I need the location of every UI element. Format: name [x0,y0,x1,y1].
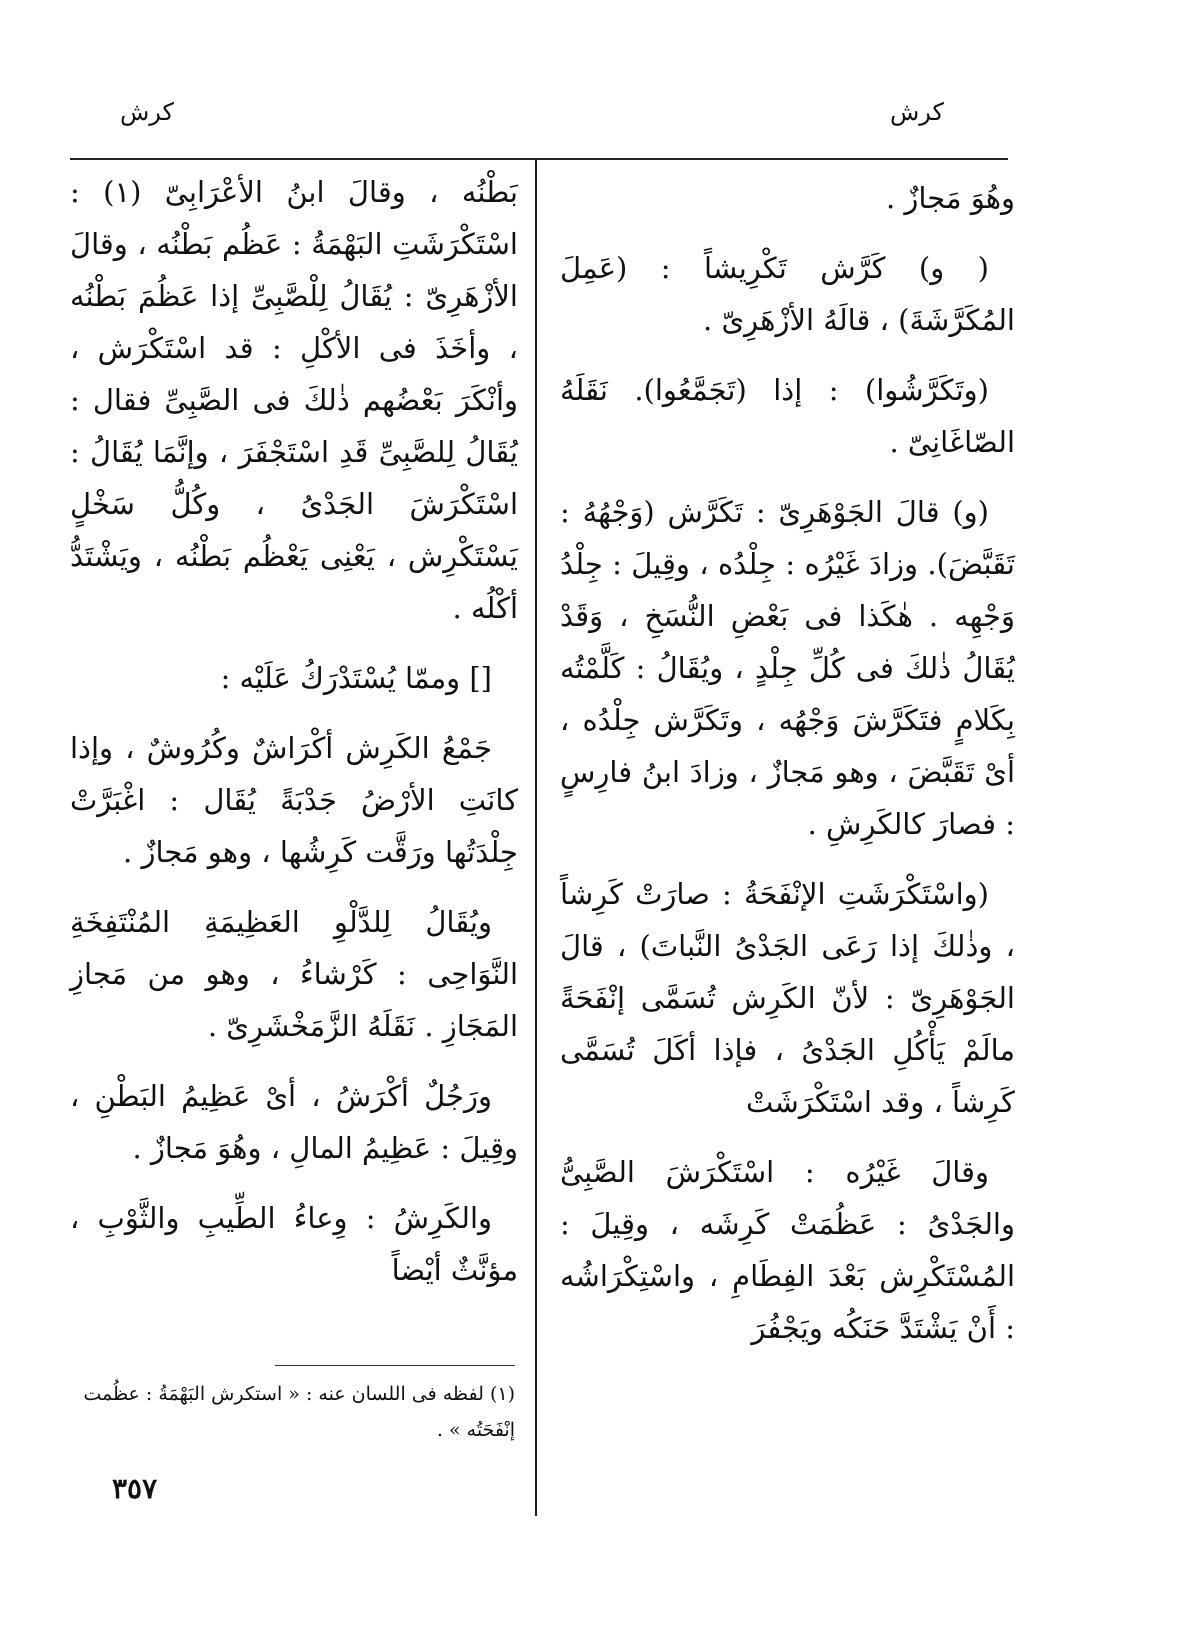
column-divider [535,158,537,1516]
paragraph: ( و) كَرَّش تَكْرِيشاً : (عَمِلَ المُكَرَّشَةَ) ، قالَهُ الأزْهَرِىّ . [560,251,1015,337]
page-number: ٣٥٧ [112,1472,158,1505]
running-header-right: كرش [890,98,944,126]
left-column [70,166,518,1296]
section-heading: [] وممّا يُسْتَدْرَكُ عَلَيْه : [220,661,492,695]
paragraph: ورَجُلٌ أكْرَشُ ، أىْ عَظِيمُ البَطْنِ ، وقِيلَ : عَظِيمُ المالِ ، وهُوَ مَجازٌ . [70,1079,518,1165]
footnote: (١) لفظه فى اللسان عنه : « استكرش البَهْمَةُ : عظُمت إنْفَحَتُه » . [83,1383,515,1441]
footnote-rule [275,1365,515,1366]
paragraph: (و) قالَ الجَوْهَرِىّ : تَكَرَّش (وَجْهُهُ : تَقَبَّضَ). وزادَ غَيْرُه : جِلْدُه ، وقِيلَ : جِلْدُ وَجْهِه . هٰكَذا فى بَعْضِ النُّسَخِ ، وَقَدْ يُقَالُ ذٰلكَ فى كُلِّ جِلْدٍ ، ويُقَالُ : كَلَّمْتُه بِكَلامٍ فتَكَرَّشَ وَجْهُه ، وتَكَرَّش جِلْدُه ، أىْ تَقَبَّضَ ، وهو مَجازٌ ، وزادَ ابنُ فارِسٍ : فصارَ كالكَرِشِ . [560,495,1015,841]
right-column [560,172,1015,1354]
paragraph: والكَرِشُ : وِعاءُ الطِّيبِ والثَّوْبِ ، مؤنَّثٌ أيْضاً [70,1201,518,1287]
header-rule [70,158,1008,160]
paragraph: ويُقَالُ لِلدَّلْوِ العَظِيمَةِ المُنْتَفِخَةِ النَّوَاحِى : كَرْشاءُ ، وهو من مَجازِ المَجَازِ . نَقَلَهُ الزَّمَخْشَرِىّ . [70,905,518,1043]
running-header-left: كرش [120,98,174,126]
paragraph: جَمْعُ الكَرِش أكْرَاشٌ وكُرُوشٌ ، وإذا كانَتِ الأرْضُ جَدْبَةً يُقَال : اغْبَرَّتْ جِلْدَتُها ورَقَّت كَرِشُها ، وهو مَجازٌ . [70,731,518,869]
paragraph: بَطْنُه ، وقالَ ابنُ الأعْرَابِىّ (١) : اسْتَكْرَشَتِ البَهْمَةُ : عَظُم بَطْنُه ، وقالَ الأزْهَرِىّ : يُقَالُ لِلْصَّبِىِّ إذا عَظُمَ بَطْنُه ، وأخَذَ فى الأكْلِ : قد اسْتَكْرَش ، وأنْكَرَ بَعْضُهم ذٰلكَ فى الصَّبِىِّ فقال : يُقَالُ لِلصَّبِىِّ قَدِ اسْتَجْفَرَ ، وإنَّمَا يُقَالُ : اسْتَكْرَشَ الجَدْىُ ، وكُلُّ سَخْلٍ يَسْتَكْرِش ، يَعْنِى يَعْظُم بَطْنُه ، ويَشْتَدُّ أكْلُه . [70,175,518,625]
paragraph: (واسْتَكْرَشَتِ الإنْفَحَةُ : صارَتْ كَرِشاً ، وذٰلكَ إذا رَعَى الجَدْىُ النَّباتَ) ، قالَ الجَوْهَرِىّ : لأنّ الكَرِش تُسَمَّى إنْفَحَةً مالَمْ يَأْكُلِ الجَدْىُ ، فإذا أكَلَ تُسَمَّى كَرِشاً ، وقد اسْتَكْرَشَتْ [560,877,1015,1119]
paragraph: وقالَ غَيْرُه : اسْتَكْرَشَ الصَّبِىُّ والجَدْىُ : عَظُمَتْ كَرِشَه ، وقِيلَ : المُسْتَكْرِش بَعْدَ الفِطَامِ ، واسْتِكْرَاشُه : أَنْ يَشْتَدَّ حَنَكُه ويَجْفُرَ [560,1155,1015,1345]
paragraph: (وتَكَرَّشُوا) : إذا (تَجَمَّعُوا). نَقَلَهُ الصّاغَانِىّ . [560,373,1015,459]
paragraph: وهُوَ مَجازٌ . [885,181,1015,215]
